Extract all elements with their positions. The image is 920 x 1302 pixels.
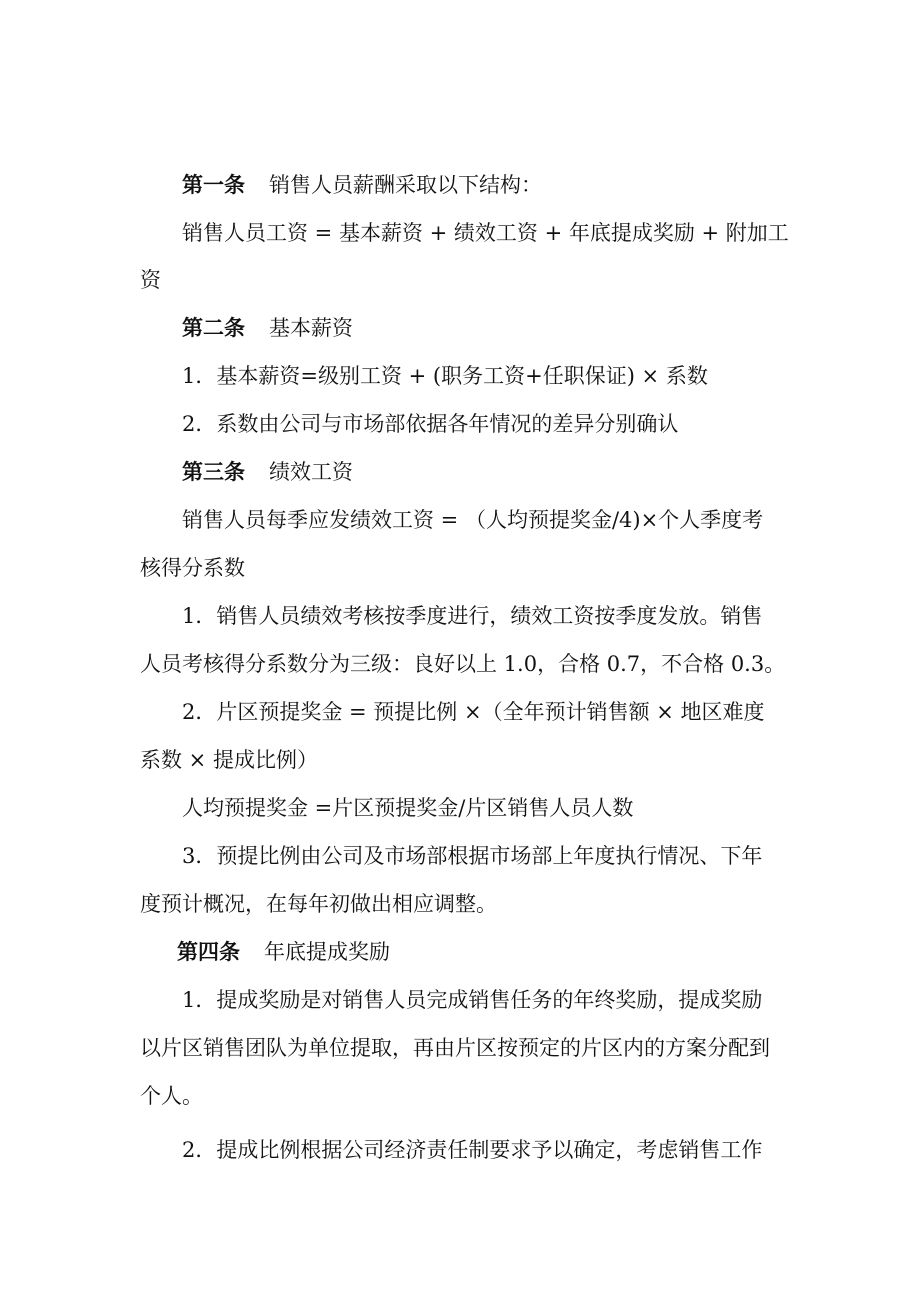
- year-end-item-1-line-3: 个人。: [140, 1084, 203, 1108]
- article-2-heading: 第二条: [182, 315, 245, 340]
- performance-item-1-line-1: 1．销售人员绩效考核按季度进行，绩效工资按季度发放。销售: [182, 604, 763, 628]
- base-salary-item-1: 1．基本薪资=级别工资 + (职务工资+任职保证) × 系数: [182, 364, 708, 388]
- article-3-title: 绩效工资: [269, 460, 353, 484]
- article-1-heading-line: [182, 171, 790, 199]
- year-end-item-1-line-2: 以片区销售团队为单位提取，再由片区按预定的片区内的方案分配到: [140, 1036, 770, 1060]
- article-4-title: 年底提成奖励: [264, 940, 390, 964]
- performance-item-3-line-1: 3．预提比例由公司及市场部根据市场部上年度执行情况、下年: [182, 844, 763, 868]
- average-bonus-formula: 人均预提奖金 =片区预提奖金/片区销售人员人数: [182, 796, 634, 820]
- performance-formula-line-2: 核得分系数: [140, 556, 245, 580]
- article-1-heading: 第一条: [182, 172, 245, 197]
- performance-item-2-line-1: 2．片区预提奖金 = 预提比例 ×（全年预计销售额 × 地区难度: [182, 700, 765, 724]
- performance-formula-line-1: 销售人员每季应发绩效工资 = （人均预提奖金/4)×个人季度考: [182, 508, 764, 532]
- article-2-heading-line: [182, 314, 790, 342]
- base-salary-item-2: 2．系数由公司与市场部依据各年情况的差异分别确认: [182, 412, 679, 436]
- salary-formula-line-2: 资: [140, 268, 161, 292]
- article-1-title: 销售人员薪酬采取以下结构：: [269, 173, 542, 197]
- year-end-item-1-line-1: 1．提成奖励是对销售人员完成销售任务的年终奖励，提成奖励: [182, 988, 763, 1012]
- performance-item-2-line-2: 系数 × 提成比例）: [140, 748, 318, 772]
- salary-formula-line-1: 销售人员工资 = 基本薪资 + 绩效工资 + 年底提成奖励 + 附加工: [182, 221, 789, 245]
- article-2-title: 基本薪资: [269, 316, 353, 340]
- performance-item-1-line-2: 人员考核得分系数分为三级：良好以上 1.0，合格 0.7，不合格 0.3。: [140, 652, 786, 676]
- article-4-heading: 第四条: [177, 939, 240, 964]
- article-3-heading-line: [182, 458, 790, 486]
- article-4-heading-line: [177, 938, 790, 966]
- performance-item-3-line-2: 度预计概况，在每年初做出相应调整。: [140, 892, 497, 916]
- article-3-heading: 第三条: [182, 459, 245, 484]
- year-end-item-2-line-1: 2．提成比例根据公司经济责任制要求予以确定，考虑销售工作: [182, 1138, 763, 1162]
